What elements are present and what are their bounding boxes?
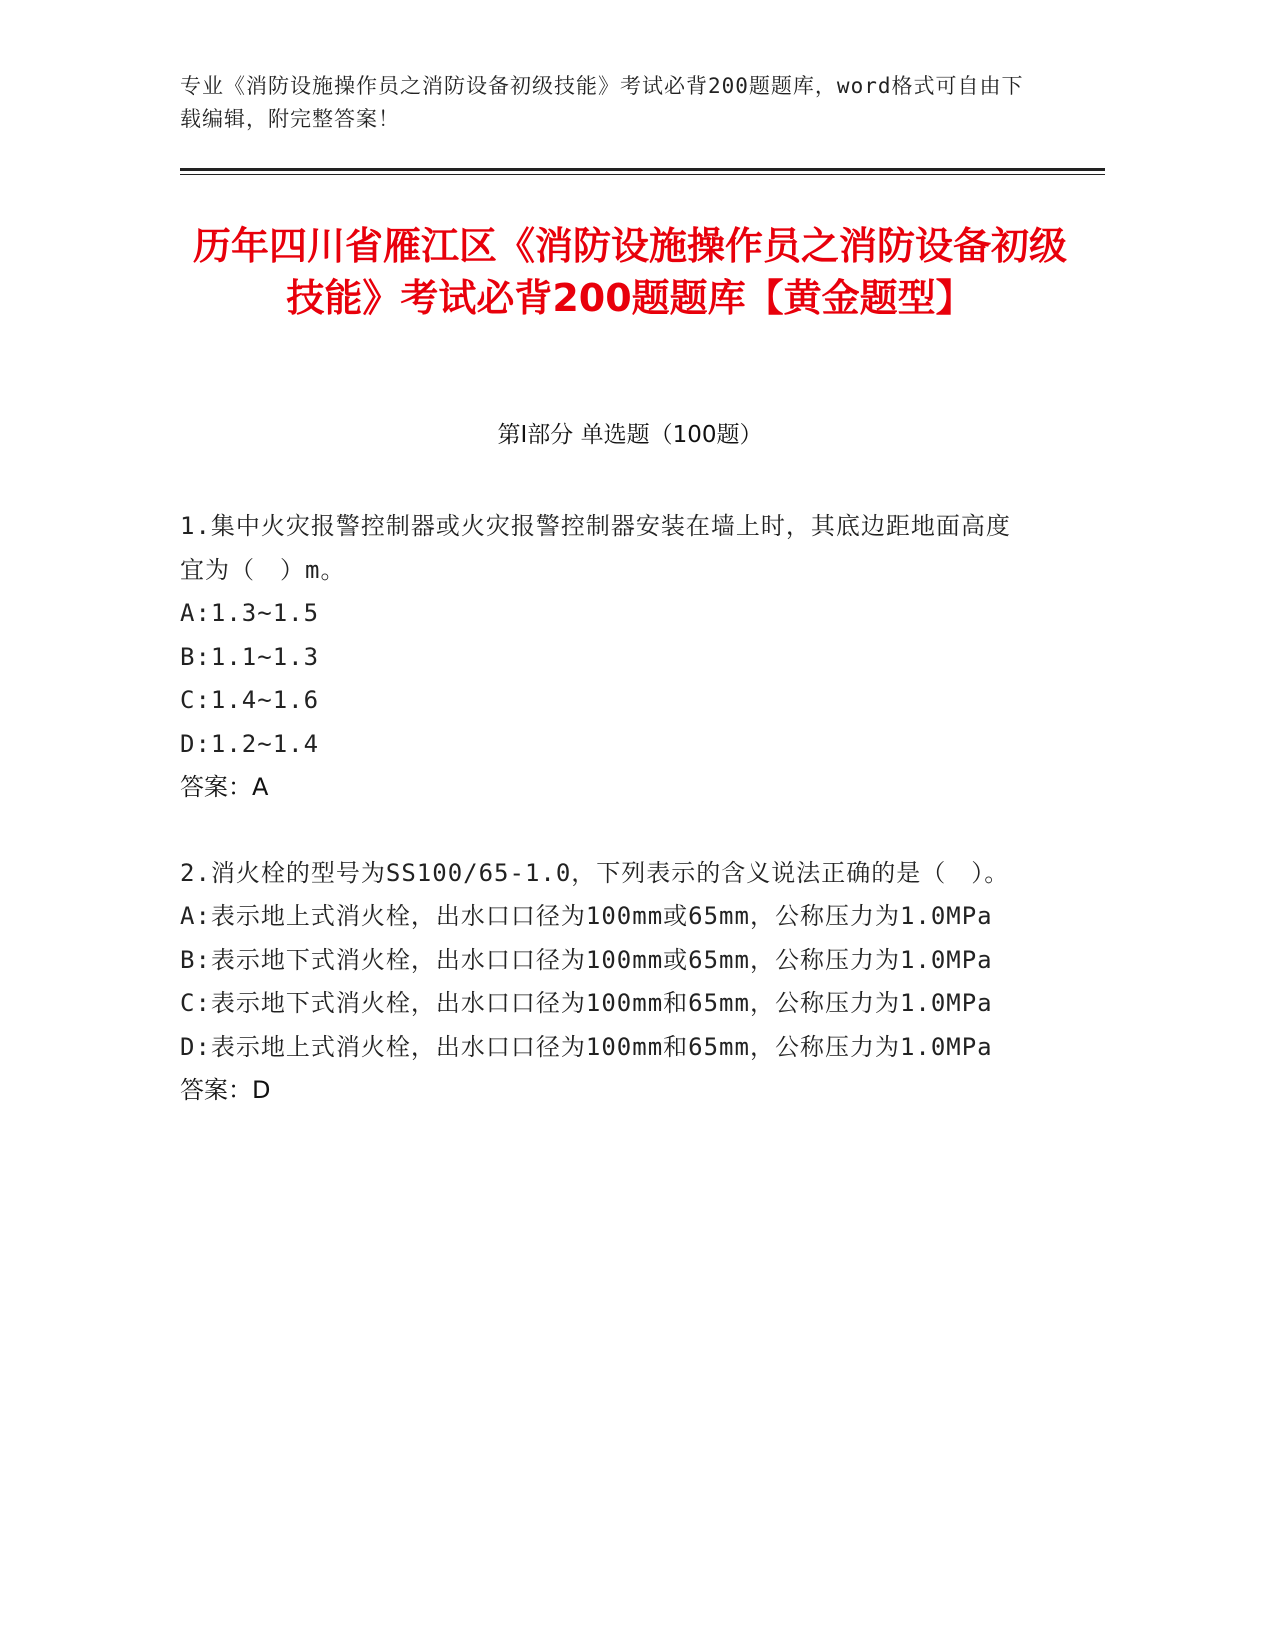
- option-c: C:1.4~1.6: [180, 686, 320, 714]
- question-stem: 1.集中火灾报警控制器或火灾报警控制器安装在墙上时，其底边距地面高度宜为（ ）m。: [180, 512, 1011, 584]
- header-rule-thin: [180, 174, 1105, 175]
- question-stem: 2.消火栓的型号为SS100/65-1.0，下列表示的含义说法正确的是（ ）。: [180, 858, 1010, 887]
- answer: 答案：D: [180, 1076, 271, 1104]
- option-b: B:1.1~1.3: [180, 642, 320, 671]
- option-a: A:表示地上式消火栓，出水口口径为100mm或65mm，公称压力为1.0MPa: [180, 902, 993, 930]
- section-heading: 第I部分 单选题（100题）: [497, 422, 763, 448]
- question-2: [180, 852, 1020, 1113]
- header-rule-thick: [180, 168, 1105, 171]
- option-c: C:表示地下式消火栓，出水口口径为100mm和65mm，公称压力为1.0MPa: [180, 989, 993, 1017]
- option-d: D:表示地上式消火栓，出水口口径为100mm和65mm，公称压力为1.0MPa: [180, 1032, 993, 1061]
- option-b: B:表示地下式消火栓，出水口口径为100mm或65mm，公称压力为1.0MPa: [180, 945, 993, 974]
- option-a: A:1.3~1.5: [180, 599, 320, 627]
- answer: 答案：A: [180, 773, 269, 801]
- option-d: D:1.2~1.4: [180, 729, 320, 758]
- question-1: [180, 505, 1020, 810]
- header-note: 专业《消防设施操作员之消防设备初级技能》考试必背200题题库，word格式可自由下载编辑，附完整答案！: [180, 74, 1024, 131]
- question-list: [180, 505, 1020, 1155]
- document-title: 历年四川省雁江区《消防设施操作员之消防设备初级技能》考试必背200题题库【黄金题型】: [192, 224, 1067, 320]
